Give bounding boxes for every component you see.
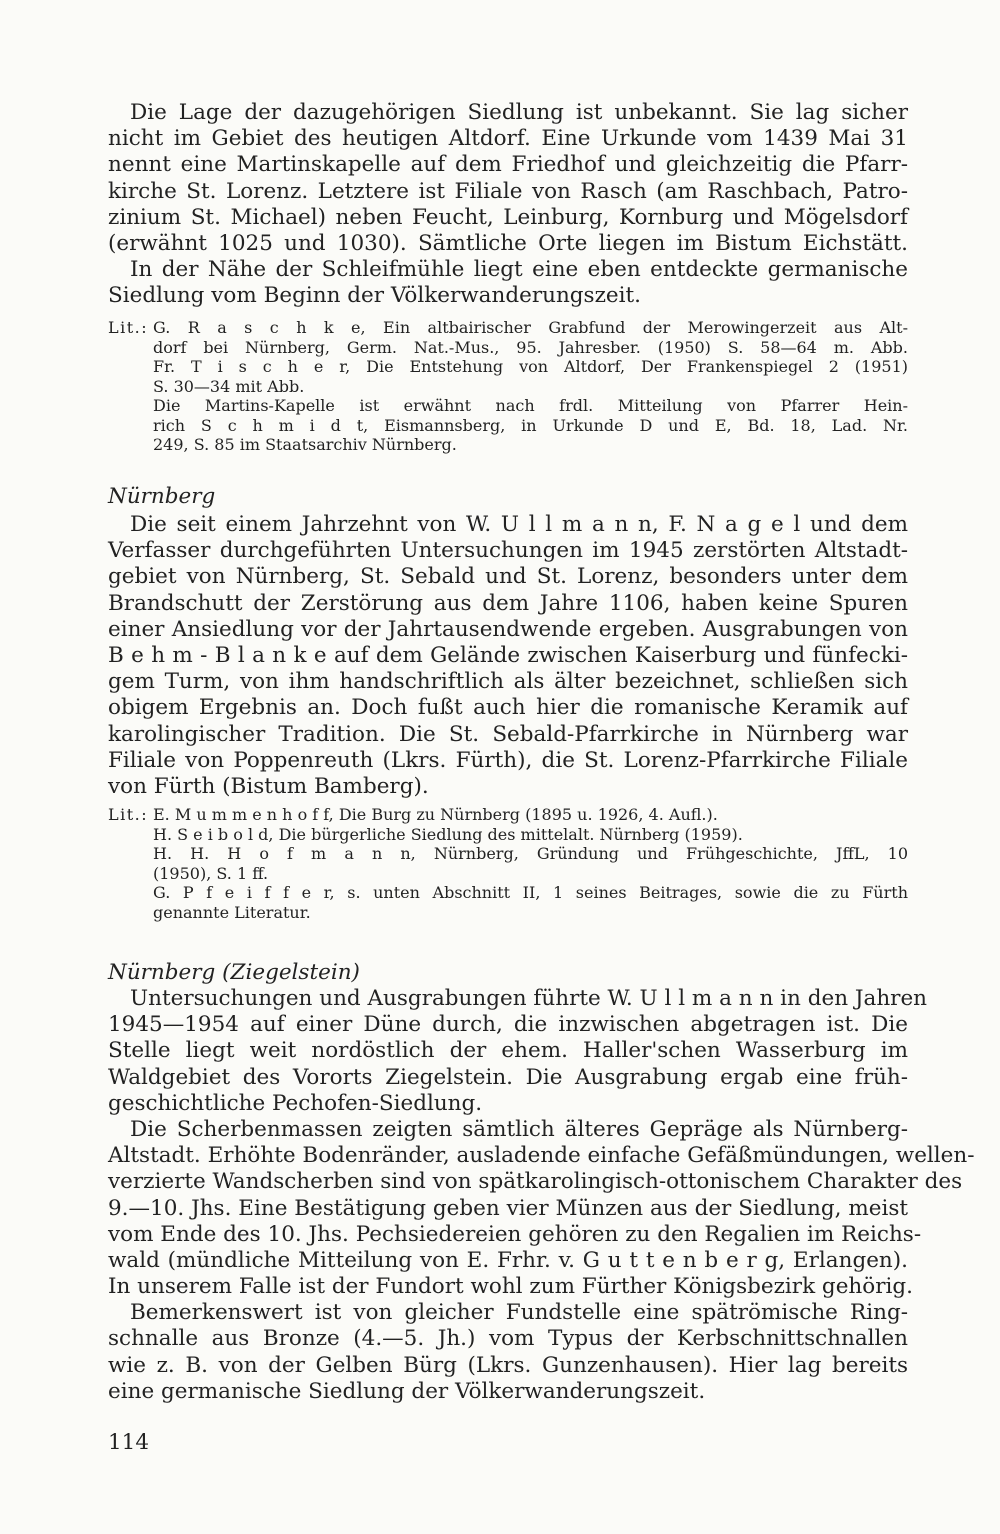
- text-line: verzierte Wandscherben sind von spätkarolingisch-ottonischem Charakter des: [108, 1169, 963, 1195]
- literature-line: (1950), S. 1 ff.: [153, 863, 269, 883]
- ziegelstein-paragraph: [108, 986, 975, 1405]
- text-line: Filiale von Poppenreuth (Lkrs. Fürth), die St. Lorenz-Pfarrkirche Filiale: [108, 747, 908, 773]
- text-line: von Fürth (Bistum Bamberg).: [108, 773, 429, 799]
- text-line: Die seit einem Jahrzehnt von W. U l l m a n n, F. N a g e l und dem: [130, 512, 908, 537]
- text-line: Die Lage der dazugehörigen Siedlung ist unbekannt. Sie lag sicher: [130, 100, 908, 125]
- literature-line: H. H. H o f m a n n, Nürnberg, Gründung und Frühgeschichte, JffL, 10: [153, 844, 908, 863]
- text-line: wie z. B. von der Gelben Bürg (Lkrs. Gunzenhausen). Hier lag bereits: [108, 1352, 908, 1378]
- text-line: 1945—1954 auf einer Düne durch, die inzwischen abgetragen ist. Die: [108, 1012, 908, 1038]
- literature-line: genannte Literatur.: [153, 902, 311, 922]
- literature-line: S. 30—34 mit Abb.: [153, 376, 305, 396]
- literature-line: Fr. T i s c h e r, Die Entstehung von Altdorf, Der Frankenspiegel 2 (1951): [153, 357, 908, 376]
- text-line: zinium St. Michael) neben Feucht, Leinburg, Kornburg und Mögelsdorf: [108, 204, 908, 230]
- text-line: Stelle liegt weit nordöstlich der ehem. Haller'schen Wasserburg im: [108, 1038, 908, 1064]
- text-line: kirche St. Lorenz. Letztere ist Filiale von Rasch (am Raschbach, Patro-: [108, 178, 908, 204]
- page-number: 114: [108, 1430, 150, 1455]
- literature-label: Lit.:: [108, 318, 149, 337]
- text-line: einer Ansiedlung vor der Jahrtausendwende ergeben. Ausgrabungen von: [108, 616, 908, 642]
- text-line: In der Nähe der Schleifmühle liegt eine eben entdeckte germanische: [130, 257, 908, 283]
- text-line: Die Scherbenmassen zeigten sämtlich älteres Gepräge als Nürnberg-: [130, 1116, 908, 1142]
- text-line: obigem Ergebnis an. Doch fußt auch hier die romanische Keramik auf: [108, 695, 908, 721]
- text-line: wald (mündliche Mitteilung von E. Frhr. v. G u t t e n b e r g, Erlangen).: [108, 1247, 908, 1273]
- text-line: nicht im Gebiet des heutigen Altdorf. Eine Urkunde vom 1439 Mai 31: [108, 126, 908, 152]
- section-heading: Nürnberg: [108, 484, 216, 509]
- text-line: Altstadt. Erhöhte Bodenränder, ausladende einfache Gefäßmündungen, wellen-: [108, 1143, 975, 1169]
- text-line: (erwähnt 1025 und 1030). Sämtliche Orte liegen im Bistum Eichstätt.: [108, 230, 908, 256]
- text-line: Bemerkenswert ist von gleicher Fundstelle eine spätrömische Ring-: [130, 1300, 908, 1326]
- nuernberg-paragraph: [108, 512, 908, 800]
- text-line: geschichtliche Pechofen-Siedlung.: [108, 1090, 483, 1116]
- text-line: karolingischer Tradition. Die St. Sebald-Pfarrkirche in Nürnberg war: [108, 721, 908, 747]
- text-line: eine germanische Siedlung der Völkerwanderungszeit.: [108, 1378, 706, 1404]
- text-line: 9.—10. Jhs. Eine Bestätigung geben vier Münzen aus der Siedlung, meist: [108, 1195, 908, 1221]
- literature-line: G. P f e i f f e r, s. unten Abschnitt II, 1 seines Beitrages, sowie die zu Fürth: [153, 883, 908, 902]
- text-line: Waldgebiet des Vororts Ziegelstein. Die Ausgrabung ergab eine früh-: [108, 1064, 908, 1090]
- text-line: B e h m - B l a n k e auf dem Gelände zwischen Kaiserburg und fünfecki-: [108, 642, 908, 668]
- text-line: gem Turm, von ihm handschriftlich als älter bezeichnet, schließen sich: [108, 669, 908, 695]
- literature-line: rich S c h m i d t, Eismannsberg, in Urkunde D und E, Bd. 18, Lad. Nr.: [153, 415, 908, 435]
- literature-block: [108, 805, 908, 922]
- intro-paragraph: [108, 100, 908, 310]
- text-line: In unserem Falle ist der Fundort wohl zum Fürther Königsbezirk gehörig.: [108, 1274, 913, 1300]
- literature-block: [108, 318, 908, 455]
- literature-line: 249, S. 85 im Staatsarchiv Nürnberg.: [153, 435, 457, 454]
- literature-line: Die Martins-Kapelle ist erwähnt nach frdl. Mitteilung von Pfarrer Hein-: [153, 396, 908, 415]
- literature-label: Lit.:: [108, 805, 149, 824]
- text-line: schnalle aus Bronze (4.—5. Jh.) vom Typus der Kerbschnittschnallen: [108, 1326, 908, 1352]
- text-line: nennt eine Martinskapelle auf dem Friedhof und gleichzeitig die Pfarr-: [108, 152, 908, 178]
- section-heading: Nürnberg (Ziegelstein): [108, 960, 360, 985]
- literature-line: G. R a s c h k e, Ein altbairischer Grabfund der Merowingerzeit aus Alt-: [153, 318, 908, 337]
- literature-line: E. M u m m e n h o f f, Die Burg zu Nürnberg (1895 u. 1926, 4. Aufl.).: [153, 805, 718, 824]
- literature-line: dorf bei Nürnberg, Germ. Nat.-Mus., 95. Jahresber. (1950) S. 58—64 m. Abb.: [153, 337, 908, 357]
- text-line: Untersuchungen und Ausgrabungen führte W. U l l m a n n in den Jahren: [130, 986, 928, 1011]
- text-line: Verfasser durchgeführten Untersuchungen im 1945 zerstörten Altstadt-: [108, 538, 908, 564]
- text-line: Brandschutt der Zerstörung aus dem Jahre 1106, haben keine Spuren: [108, 590, 908, 616]
- text-line: Siedlung vom Beginn der Völkerwanderungszeit.: [108, 283, 641, 309]
- text-line: vom Ende des 10. Jhs. Pechsiedereien gehören zu den Regalien im Reichs-: [108, 1221, 922, 1247]
- text-line: gebiet von Nürnberg, St. Sebald und St. Lorenz, besonders unter dem: [108, 564, 908, 590]
- literature-line: H. S e i b o l d, Die bürgerliche Siedlung des mittelalt. Nürnberg (1959).: [153, 824, 743, 844]
